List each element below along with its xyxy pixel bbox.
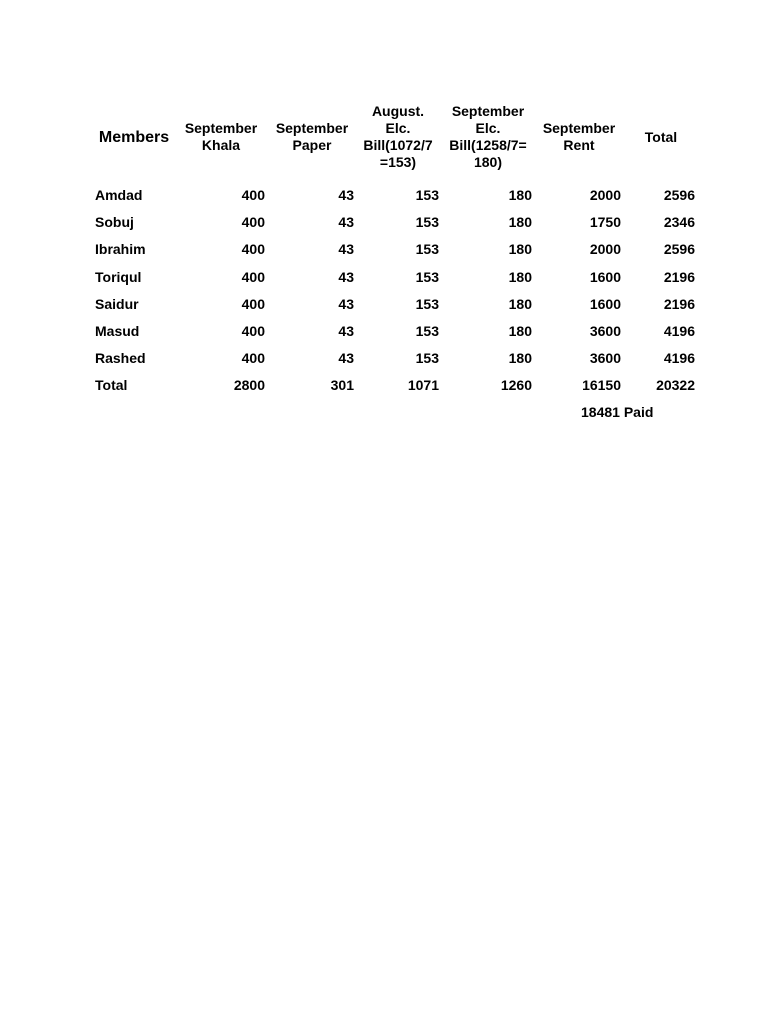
august-elc-value: 153 — [415, 214, 439, 230]
header-members: Members — [98, 128, 170, 146]
paper-value: 301 — [330, 377, 354, 393]
august-elc-value: 153 — [415, 350, 439, 366]
header-september-khala: September Khala — [184, 120, 258, 153]
rent-value: 1750 — [589, 214, 621, 230]
member-name: Amdad — [95, 187, 143, 203]
august-elc-value: 1071 — [407, 377, 439, 393]
august-elc-value: 153 — [415, 296, 439, 312]
paper-value: 43 — [338, 296, 354, 312]
september-elc-value: 180 — [508, 323, 532, 339]
september-elc-value: 180 — [508, 214, 532, 230]
september-elc-value: 180 — [508, 269, 532, 285]
khala-value: 400 — [241, 187, 265, 203]
rent-value: 3600 — [589, 350, 621, 366]
total-value: 2596 — [663, 241, 695, 257]
khala-value: 400 — [241, 323, 265, 339]
rent-value: 16150 — [582, 377, 621, 393]
rent-value: 1600 — [589, 269, 621, 285]
paper-value: 43 — [338, 214, 354, 230]
total-value: 2346 — [663, 214, 695, 230]
rent-value: 3600 — [589, 323, 621, 339]
september-elc-value: 180 — [508, 296, 532, 312]
rent-value: 2000 — [589, 187, 621, 203]
khala-value: 400 — [241, 296, 265, 312]
khala-value: 400 — [241, 350, 265, 366]
august-elc-value: 153 — [415, 241, 439, 257]
september-elc-value: 180 — [508, 187, 532, 203]
august-elc-value: 153 — [415, 323, 439, 339]
header-september-paper: September Paper — [275, 120, 349, 153]
paper-value: 43 — [338, 269, 354, 285]
header-september-rent: September Rent — [542, 120, 616, 153]
september-elc-value: 180 — [508, 350, 532, 366]
header-september-elc-bill: September Elc. Bill(1258/7= 180) — [449, 103, 527, 170]
paper-value: 43 — [338, 350, 354, 366]
september-elc-value: 180 — [508, 241, 532, 257]
member-name: Ibrahim — [95, 241, 146, 257]
total-value: 4196 — [663, 323, 695, 339]
member-name: Sobuj — [95, 214, 134, 230]
rent-value: 1600 — [589, 296, 621, 312]
total-value: 2196 — [663, 269, 695, 285]
total-value: 2196 — [663, 296, 695, 312]
member-name: Toriqul — [95, 269, 142, 285]
khala-value: 400 — [241, 241, 265, 257]
total-value: 20322 — [656, 377, 695, 393]
rent-value: 2000 — [589, 241, 621, 257]
august-elc-value: 153 — [415, 269, 439, 285]
header-total: Total — [644, 128, 678, 145]
total-value: 4196 — [663, 350, 695, 366]
total-value: 2596 — [663, 187, 695, 203]
september-elc-value: 1260 — [500, 377, 532, 393]
member-name: Masud — [95, 323, 140, 339]
member-name: Total — [95, 377, 128, 393]
khala-value: 400 — [241, 269, 265, 285]
khala-value: 400 — [241, 214, 265, 230]
august-elc-value: 153 — [415, 187, 439, 203]
member-name: Rashed — [95, 350, 146, 366]
paper-value: 43 — [338, 323, 354, 339]
paper-value: 43 — [338, 187, 354, 203]
header-august-elc-bill: August. Elc. Bill(1072/7 =153) — [363, 103, 433, 170]
paper-value: 43 — [338, 241, 354, 257]
member-name: Saidur — [95, 296, 139, 312]
paid-note: 18481 Paid — [581, 404, 654, 420]
khala-value: 2800 — [233, 377, 265, 393]
